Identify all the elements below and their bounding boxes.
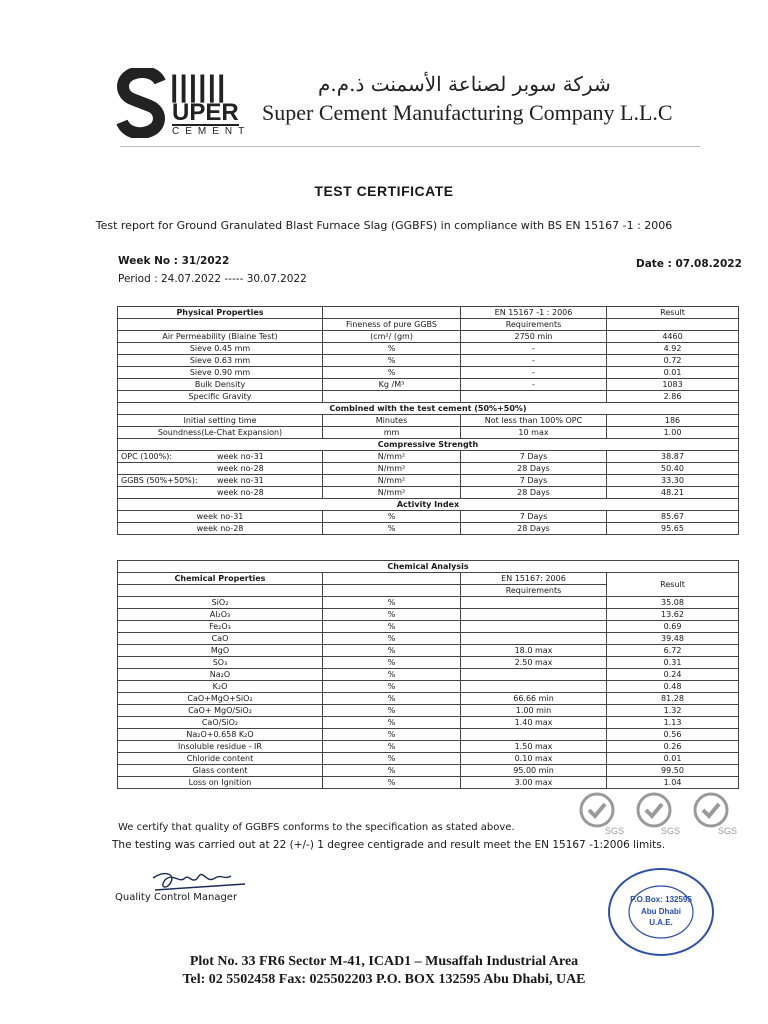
table-cell: 7 Days xyxy=(461,511,607,523)
table-cell: Kg /M³ xyxy=(323,379,461,391)
table-cell: 48.21 xyxy=(607,487,739,499)
super-cement-logo-s xyxy=(116,68,168,138)
table-cell: 99.50 xyxy=(607,765,739,777)
table-cell: SiO₂ xyxy=(118,597,323,609)
table-cell: - xyxy=(461,379,607,391)
table-cell: - xyxy=(461,343,607,355)
table-cell: Fe₂O₃ xyxy=(118,621,323,633)
table-cell: 33.30 xyxy=(607,475,739,487)
week-number: Week No : 31/2022 xyxy=(118,255,230,267)
table-row xyxy=(118,523,739,535)
table-row xyxy=(118,633,739,645)
table-cell: week no-28 xyxy=(118,523,323,535)
table-row xyxy=(118,729,739,741)
compressive-label xyxy=(118,463,323,475)
table-cell: 0.01 xyxy=(607,367,739,379)
section-title: Chemical Analysis xyxy=(118,561,739,573)
header-cell xyxy=(607,319,739,331)
table-cell: Bulk Density xyxy=(118,379,323,391)
table-cell: % xyxy=(323,693,461,705)
table-row xyxy=(118,753,739,765)
table-cell: % xyxy=(323,717,461,729)
table-cell: 2750 min xyxy=(461,331,607,343)
table-cell: SO₃ xyxy=(118,657,323,669)
section-title-row xyxy=(118,561,739,573)
report-period: Period : 24.07.2022 ----- 30.07.2022 xyxy=(118,273,307,285)
table-cell: Initial setting time xyxy=(118,415,323,427)
table-row xyxy=(118,669,739,681)
header-cell: Result xyxy=(607,307,739,319)
certification-statement: We certify that quality of GGBFS conforms to the specification as stated above. xyxy=(118,822,515,833)
table-row xyxy=(118,717,739,729)
table-cell: 3.00 max xyxy=(461,777,607,789)
header-cell: EN 15167: 2006 xyxy=(461,573,607,585)
table-row xyxy=(118,391,739,403)
table-cell: 1.32 xyxy=(607,705,739,717)
section-title: Activity Index xyxy=(118,499,739,511)
sgs-label-3: SGS xyxy=(718,826,738,836)
table-cell: % xyxy=(323,729,461,741)
table-cell: K₂O xyxy=(118,681,323,693)
table-cell xyxy=(461,681,607,693)
table-row xyxy=(118,597,739,609)
table-cell: 2.86 xyxy=(607,391,739,403)
table-cell: 13.62 xyxy=(607,609,739,621)
table-cell: 1.13 xyxy=(607,717,739,729)
stamp-pobox: P.O.Box: 132595 xyxy=(630,895,692,904)
table-cell: 4.92 xyxy=(607,343,739,355)
table-cell: % xyxy=(323,657,461,669)
table-row xyxy=(118,355,739,367)
table-cell: 0.69 xyxy=(607,621,739,633)
table-row xyxy=(118,427,739,439)
table-cell xyxy=(461,669,607,681)
table-cell: % xyxy=(323,523,461,535)
table-row xyxy=(118,609,739,621)
table-row xyxy=(118,343,739,355)
cement-type: GGBS (50%+50%): xyxy=(121,475,198,485)
table-cell: Sieve 0.45 mm xyxy=(118,343,323,355)
table-cell: Na₂O xyxy=(118,669,323,681)
certificate-subtitle: Test report for Ground Granulated Blast Furnace Slag (GGBFS) in compliance with BS EN 15167 -1 : 2006 xyxy=(95,219,673,232)
table-row xyxy=(118,741,739,753)
sgs-label-1: SGS xyxy=(605,826,625,836)
table-cell: 81.28 xyxy=(607,693,739,705)
header-cell: Result xyxy=(607,573,739,597)
stamp-city: Abu Dhabi xyxy=(641,907,681,916)
table-cell: mm xyxy=(323,427,461,439)
table-cell: % xyxy=(323,777,461,789)
table-cell: 1.00 xyxy=(607,427,739,439)
table-row xyxy=(118,451,739,463)
table-cell: 2.50 max xyxy=(461,657,607,669)
table-header-row xyxy=(118,573,739,585)
table-cell: 95.00 min xyxy=(461,765,607,777)
table-cell: CaO xyxy=(118,633,323,645)
week-label: week no-31 xyxy=(217,451,264,461)
company-stamp xyxy=(606,866,716,958)
table-row xyxy=(118,463,739,475)
table-cell: 1.40 max xyxy=(461,717,607,729)
table-cell: 186 xyxy=(607,415,739,427)
table-subheader-row xyxy=(118,319,739,331)
table-cell: Air Permeability (Blaine Test) xyxy=(118,331,323,343)
table-cell: 0.01 xyxy=(607,753,739,765)
physical-properties-table xyxy=(117,306,739,535)
header-cell: Requirements xyxy=(461,585,607,597)
signatory-title: Quality Control Manager xyxy=(115,892,238,903)
table-cell: CaO+ MgO/SiO₂ xyxy=(118,705,323,717)
table-cell: 1.50 max xyxy=(461,741,607,753)
table-cell: % xyxy=(323,609,461,621)
table-row xyxy=(118,475,739,487)
stamp-country: U.A.E. xyxy=(649,918,673,927)
header-cell: Physical Properties xyxy=(118,307,323,319)
table-cell: week no-31 xyxy=(118,511,323,523)
table-cell: Sieve 0.63 mm xyxy=(118,355,323,367)
compressive-label xyxy=(118,487,323,499)
table-cell: N/mm² xyxy=(323,475,461,487)
table-cell: % xyxy=(323,765,461,777)
table-cell: % xyxy=(323,645,461,657)
table-cell: Loss on Ignition xyxy=(118,777,323,789)
header-cell xyxy=(323,307,461,319)
table-cell: 28 Days xyxy=(461,487,607,499)
table-row xyxy=(118,765,739,777)
table-cell: 0.26 xyxy=(607,741,739,753)
table-cell: 10 max xyxy=(461,427,607,439)
table-cell: 1.00 min xyxy=(461,705,607,717)
table-row xyxy=(118,511,739,523)
header-cell xyxy=(323,573,461,585)
table-cell: 18.0 max xyxy=(461,645,607,657)
table-cell: % xyxy=(323,705,461,717)
table-cell: Insoluble residue - IR xyxy=(118,741,323,753)
table-cell: Sieve 0.90 mm xyxy=(118,367,323,379)
header-cell: Fineness of pure GGBS xyxy=(323,319,461,331)
header-cell xyxy=(118,585,323,597)
section-title: Combined with the test cement (50%+50%) xyxy=(118,403,739,415)
table-cell: % xyxy=(323,367,461,379)
table-cell xyxy=(461,621,607,633)
logo-wordmark: UPER xyxy=(172,99,239,126)
table-cell: N/mm² xyxy=(323,487,461,499)
table-cell: 28 Days xyxy=(461,523,607,535)
table-cell: 6.72 xyxy=(607,645,739,657)
table-cell: % xyxy=(323,753,461,765)
table-row xyxy=(118,621,739,633)
table-cell: % xyxy=(323,355,461,367)
header-cell: Requirements xyxy=(461,319,607,331)
table-cell xyxy=(461,609,607,621)
week-label: week no-28 xyxy=(217,463,264,473)
table-cell: 35.08 xyxy=(607,597,739,609)
table-cell: N/mm² xyxy=(323,463,461,475)
table-cell: % xyxy=(323,681,461,693)
footer-address: Plot No. 33 FR6 Sector M-41, ICAD1 – Musaffah Industrial Area xyxy=(189,954,579,969)
sgs-certification-seals xyxy=(572,786,742,842)
table-cell: 85.67 xyxy=(607,511,739,523)
table-cell: 7 Days xyxy=(461,451,607,463)
table-cell: Minutes xyxy=(323,415,461,427)
header-cell: Chemical Properties xyxy=(118,573,323,585)
table-cell: 0.72 xyxy=(607,355,739,367)
table-row xyxy=(118,705,739,717)
compressive-label xyxy=(118,475,323,487)
table-row xyxy=(118,379,739,391)
table-cell: % xyxy=(323,633,461,645)
table-cell: Chloride content xyxy=(118,753,323,765)
section-title-row xyxy=(118,499,739,511)
table-cell: 95.65 xyxy=(607,523,739,535)
table-cell: 28 Days xyxy=(461,463,607,475)
week-label: week no-28 xyxy=(217,487,264,497)
table-cell: Soundness(Le-Chat Expansion) xyxy=(118,427,323,439)
testing-statement: The testing was carried out at 22 (+/-) 1 degree centigrade and result meet the EN 15167 -1:2006 limits. xyxy=(112,839,666,851)
cement-type: OPC (100%): xyxy=(121,451,173,461)
table-cell: Specific Gravity xyxy=(118,391,323,403)
table-row xyxy=(118,693,739,705)
table-cell: 66.66 min xyxy=(461,693,607,705)
table-cell: 50.40 xyxy=(607,463,739,475)
table-cell: % xyxy=(323,511,461,523)
table-cell: CaO+MgO+SiO₂ xyxy=(118,693,323,705)
table-row xyxy=(118,487,739,499)
section-title-row xyxy=(118,403,739,415)
table-row xyxy=(118,331,739,343)
company-name: Super Cement Manufacturing Company L.L.C xyxy=(262,100,673,125)
table-cell: 7 Days xyxy=(461,475,607,487)
table-cell: - xyxy=(461,355,607,367)
header-cell xyxy=(323,585,461,597)
table-cell: - xyxy=(461,367,607,379)
table-cell: Glass content xyxy=(118,765,323,777)
table-cell: 0.24 xyxy=(607,669,739,681)
table-cell: 0.31 xyxy=(607,657,739,669)
table-row xyxy=(118,657,739,669)
section-title: Compressive Strength xyxy=(118,439,739,451)
table-row xyxy=(118,367,739,379)
table-cell xyxy=(461,729,607,741)
section-title-row xyxy=(118,439,739,451)
table-cell: % xyxy=(323,343,461,355)
table-cell: Not less than 100% OPC xyxy=(461,415,607,427)
table-cell: 1.04 xyxy=(607,777,739,789)
table-row xyxy=(118,681,739,693)
table-row xyxy=(118,415,739,427)
table-cell: 38.87 xyxy=(607,451,739,463)
table-cell: % xyxy=(323,669,461,681)
logo-bars: |||||| xyxy=(170,70,227,103)
sgs-label-2: SGS xyxy=(661,826,681,836)
table-cell: (cm²/ (gm) xyxy=(323,331,461,343)
table-row xyxy=(118,645,739,657)
certificate-title: TEST CERTIFICATE xyxy=(314,183,454,199)
table-cell: N/mm² xyxy=(323,451,461,463)
table-cell: Al₂O₃ xyxy=(118,609,323,621)
table-cell: 1083 xyxy=(607,379,739,391)
table-cell: % xyxy=(323,597,461,609)
table-cell: % xyxy=(323,741,461,753)
header-cell: EN 15167 -1 : 2006 xyxy=(461,307,607,319)
table-cell xyxy=(461,597,607,609)
table-header-row xyxy=(118,307,739,319)
company-name-arabic: شركة سوبر لصناعة الأسمنت ذ.م.م xyxy=(318,72,611,96)
table-cell: MgO xyxy=(118,645,323,657)
table-cell: Na₂O+0.658 K₂O xyxy=(118,729,323,741)
week-label: week no-31 xyxy=(217,475,264,485)
table-cell: CaO/SiO₂ xyxy=(118,717,323,729)
table-cell: 0.48 xyxy=(607,681,739,693)
header-cell xyxy=(118,319,323,331)
table-cell: % xyxy=(323,621,461,633)
logo-cement-text: CEMENT xyxy=(172,126,251,137)
table-cell: 0.10 max xyxy=(461,753,607,765)
footer-contact: Tel: 02 5502458 Fax: 025502203 P.O. BOX 132595 Abu Dhabi, UAE xyxy=(182,972,586,987)
header-divider xyxy=(120,146,700,147)
table-cell: 4460 xyxy=(607,331,739,343)
table-cell xyxy=(323,391,461,403)
table-cell xyxy=(461,633,607,645)
chemical-analysis-table xyxy=(117,560,739,789)
compressive-label xyxy=(118,451,323,463)
table-cell xyxy=(461,391,607,403)
table-cell: 0.56 xyxy=(607,729,739,741)
table-cell: 39.48 xyxy=(607,633,739,645)
report-date: Date : 07.08.2022 xyxy=(636,258,742,270)
